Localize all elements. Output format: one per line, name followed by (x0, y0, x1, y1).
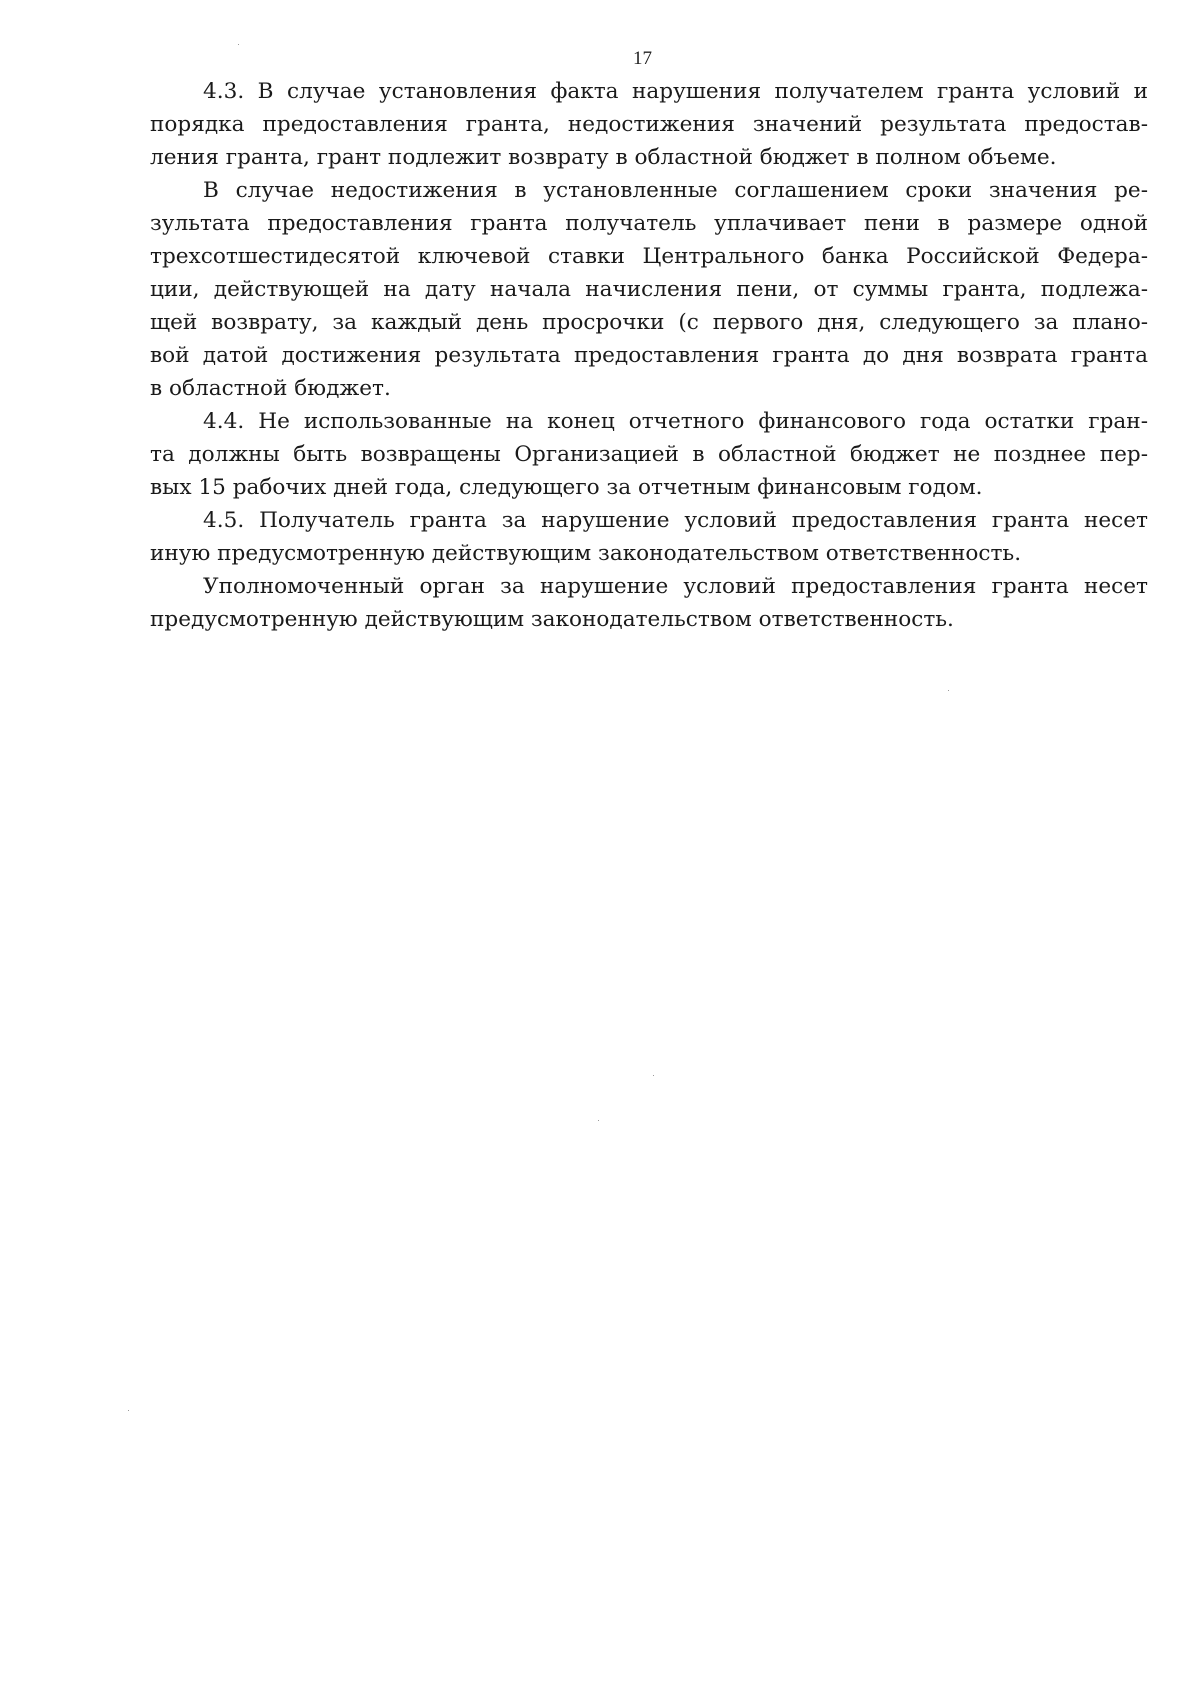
document-body (150, 75, 1148, 636)
text-line: та должны быть возвращены Организацией в областной бюджет не позднее пер- (150, 442, 1148, 467)
paragraph-4-5 (150, 504, 1148, 570)
text-line: порядка предоставления гранта, недостижения значений результата предостав- (150, 112, 1148, 137)
text-line: трехсотшестидесятой ключевой ставки Центрального банка Российской Федера- (150, 244, 1148, 269)
scan-speck (238, 44, 239, 45)
scan-speck (948, 690, 949, 691)
text-line: 4.5. Получатель гранта за нарушение условий предоставления гранта несет (203, 508, 1148, 533)
text-line: вой датой достижения результата предоставления гранта до дня возврата гранта (150, 343, 1148, 368)
scan-speck (598, 1120, 599, 1121)
paragraph-4-3 (150, 75, 1148, 174)
text-line: щей возврату, за каждый день просрочки (с первого дня, следующего за плано- (150, 310, 1148, 335)
paragraph-authorized-body (150, 570, 1148, 636)
paragraph-penalty (150, 174, 1148, 405)
text-line: предусмотренную действующим законодательством ответственность. (150, 607, 954, 632)
text-line: ления гранта, грант подлежит возврату в областной бюджет в полном объеме. (150, 145, 1057, 170)
page-number: 17 (633, 48, 652, 69)
text-line: зультата предоставления гранта получатель уплачивает пени в размере одной (150, 211, 1148, 236)
text-line: в областной бюджет. (150, 376, 391, 401)
scan-speck (653, 1075, 654, 1076)
text-line: Уполномоченный орган за нарушение условий предоставления гранта несет (203, 574, 1148, 599)
text-line: вых 15 рабочих дней года, следующего за отчетным финансовым годом. (150, 475, 983, 500)
text-line: В случае недостижения в установленные соглашением сроки значения ре- (203, 178, 1148, 203)
text-line: иную предусмотренную действующим законодательством ответственность. (150, 541, 1022, 566)
paragraph-4-4 (150, 405, 1148, 504)
text-line: 4.3. В случае установления факта нарушения получателем гранта условий и (203, 79, 1148, 104)
scan-speck (128, 1410, 129, 1411)
text-line: ции, действующей на дату начала начисления пени, от суммы гранта, подлежа- (150, 277, 1148, 302)
text-line: 4.4. Не использованные на конец отчетного финансового года остатки гран- (203, 409, 1148, 434)
